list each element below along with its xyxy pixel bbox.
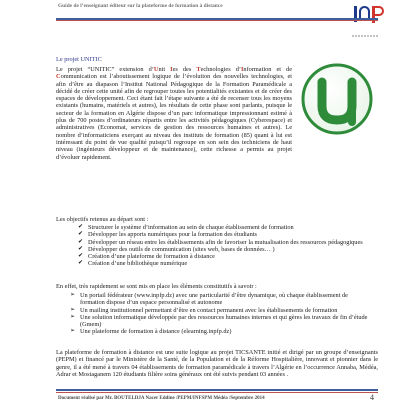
check-icon: ✔ [78,231,84,238]
list-item: ✔ Création d’une bibliothèque numérique [78,260,188,268]
list-item: ➢ Un portail fédérateur (www.inpfp.dz) avec une particularité d’être dynamique, où chaque établissement de formation dispose d’un espace personnalisé et autonome [70,292,348,307]
list-item: ✔ Développer un réseau entre les établissements afin de favoriser la mutualisation des ressources pédagogiques [78,238,363,246]
arrow-bullet-icon: ➢ [70,306,76,313]
objectives-label: Les objectifs retenus au départ sont : [56,216,149,223]
intro-paragraph: Le projet “UNITIC” extension d’Unit Ies des Technologies d’Information et de Communication est l’aboutissement logique de l’évolution des nouvelles technologies, et afin d’être au diapason l’Institut National Pédagogique de la Formation Paramédicale a décidé de créer cette unité afin de regrouper toutes les potentialités existantes et de créer des espaces de développement. Ceci étant fait l’étape suivante a été de recenser tous les moyens existants (humains, matériels et autres), les résultats de cette phase sont parlants, puisque le secteur de la formation en Algérie dispose d’un parc informatique impressionnant estimé à plus de 700 postes d’ordinateurs répartis entre les activités pédagogiques (Cyberespace) et administratives (Economat, services de gestion des ressources humaines et autres). Le nombre d’informaticiens exerçant au niveau des instituts de formation (85) quant à lui est intéressant du point de vue qualité puisqu’il regroupe en son sein des techniciens de haut niveau (ingénieurs développeur et de maintenance), cette richesse a permis au projet d’évoluer rapidement. [56,66,293,161]
list-item: ➢ Un mailing institutionnel permettant d’être en contact permanent avec les établissements de formation [70,306,338,314]
list-item: ✔ Structurer le système d’information au sein de chaque établissement de formation [78,224,294,231]
footer-divider-accent [56,392,378,393]
results-intro: En effet, très rapidement se sont mis en place les éléments constitutifs à savoir : [56,283,257,290]
check-icon: ✔ [78,260,84,267]
list-item: ✔ Création d’une plateforme de formation à distance [78,253,215,261]
footer-text: Document réalisé par Mr. BOUTELDJA Nacer Eddine /PEPM/INFSPM Médéa /Septembre 2014 [58,396,265,401]
footer-divider [56,389,378,391]
check-icon: ✔ [78,224,84,230]
unitic-logo [300,62,374,136]
arrow-bullet-icon: ➢ [70,292,76,298]
section-title: Le projet UNITIC [56,56,102,63]
list-item: ✔ Développer les apports numériques pour la formation des étudiants [78,231,257,239]
check-icon: ✔ [78,238,84,245]
list-item: ➢ Une solution informatique développée par des ressources humaines internes et qui gères les travaux de fin d’étude (Gmem) [70,313,368,329]
arrow-bullet-icon: ➢ [70,313,76,320]
arrow-bullet-icon: ➢ [70,328,76,335]
list-item: ✔ Développer des outils de communication (sites web, bases de données… ) [78,245,275,253]
closing-paragraph: La plateforme de formation à distance est une suite logique au projet TICSANTE initié et dirigé par un groupe d’enseignants (PEPM) et financé par le Ministère de la Santé, de la Population et de la Réforme Hospitalière, innovant et pionnier dans le genre, il a été mené à travers 04 établissements de formation paramédicale à travers l’Algérie en l’occurrence Annaba, Médéa, Adrar et Mostaganem 120 étudiants filière soins généraux ont été suivis pendant 03 années . [56,349,378,378]
page-number: 4 [370,393,374,402]
list-item: ➢ Une plateforme de formation à distance (elearning.inpfp.dz) [70,328,232,336]
header-divider-accent [56,20,378,21]
check-icon: ✔ [78,245,84,252]
results-list [70,292,370,336]
objectives-list [78,224,378,268]
header-title: Guide de l’enseignant éditeur sur la plateforme de formation à distance [58,3,223,9]
check-icon: ✔ [78,253,84,260]
